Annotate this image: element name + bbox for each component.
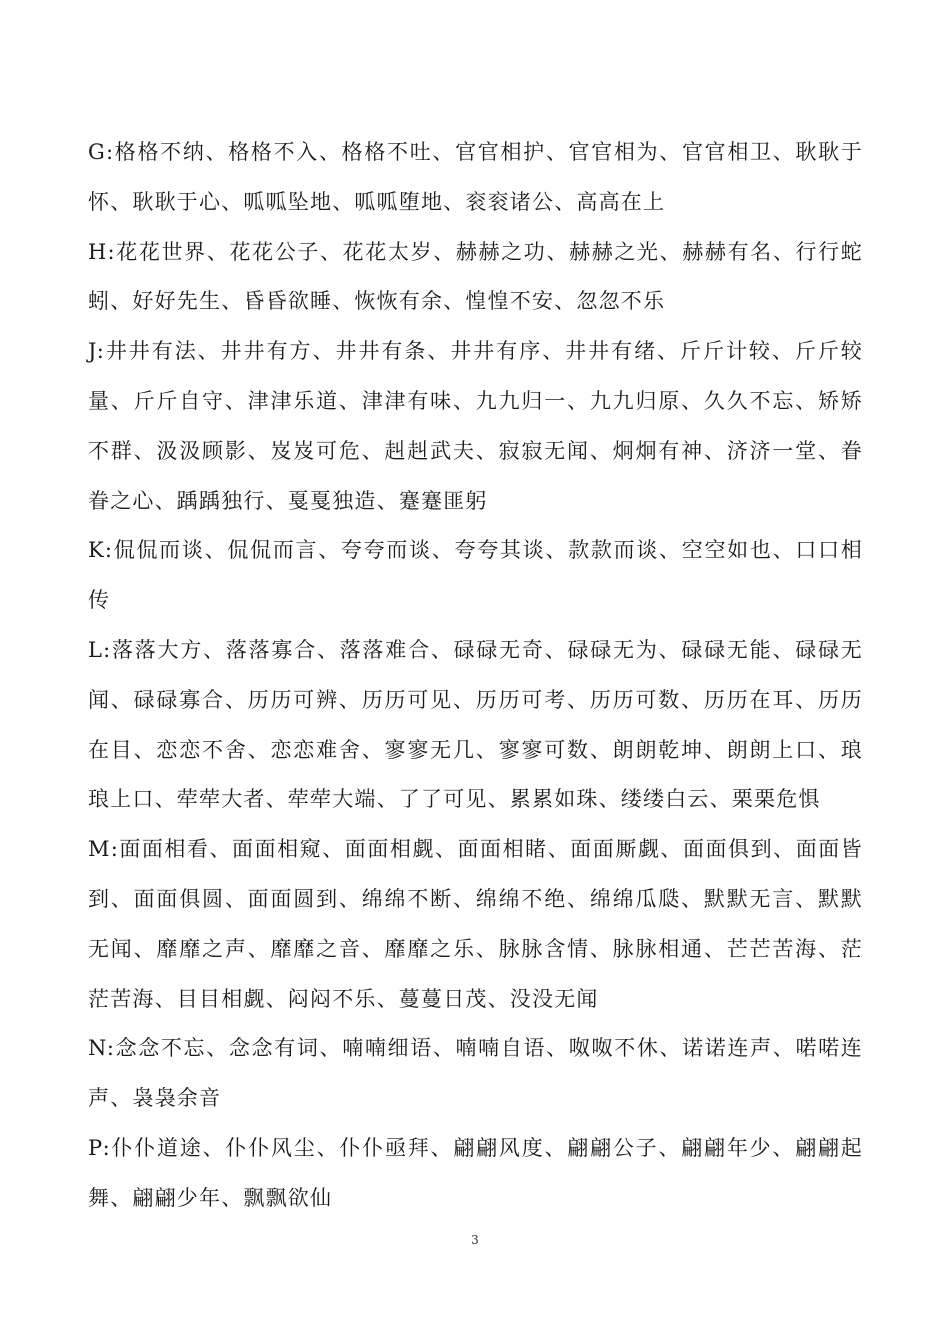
- idiom-list: [88, 128, 863, 1224]
- entry-text: 落落大方、落落寡合、落落难合、碌碌无奇、碌碌无为、碌碌无能、碌碌无闻、碌碌寡合、历历可辨、历历可见、历历可考、历历可数、历历在耳、历历在目、恋恋不舍、恋恋难舍、寥寥无几、寥寥可数、朗朗乾坤、朗朗上口、琅琅上口、荦荦大者、荦荦大端、了了可见、累累如珠、缕缕白云、栗栗危惧: [88, 637, 863, 812]
- entry-h: [88, 228, 863, 328]
- entry-text: 侃侃而谈、侃侃而言、夸夸而谈、夸夸其谈、款款而谈、空空如也、口口相传: [88, 538, 863, 613]
- entry-text: 格格不纳、格格不入、格格不吐、官官相护、官官相为、官官相卫、耿耿于怀、耿耿于心、呱呱坠地、呱呱堕地、衮衮诸公、高高在上: [88, 140, 863, 214]
- entry-text: 仆仆道途、仆仆风尘、仆仆亟拜、翩翩风度、翩翩公子、翩翩年少、翩翩起舞、翩翩少年、飘飘欲仙: [88, 1135, 863, 1210]
- entry-text: 井井有法、井井有方、井井有条、井井有序、井井有绪、斤斤计较、斤斤较量、斤斤自守、津津乐道、津津有味、九九归一、九九归原、久久不忘、矫矫不群、汲汲顾影、岌岌可危、赳赳武夫、寂寂无闻、炯炯有神、济济一堂、眷眷之心、踽踽独行、戛戛独造、蹇蹇匪躬: [88, 339, 863, 513]
- entry-text: 念念不忘、念念有词、喃喃细语、喃喃自语、呶呶不休、诺诺连声、喏喏连声、袅袅余音: [88, 1036, 863, 1111]
- page-number: 3: [471, 1233, 479, 1247]
- entry-letter: K:: [88, 538, 114, 563]
- entry-text: 花花世界、花花公子、花花太岁、赫赫之功、赫赫之光、赫赫有名、行行蛇蚓、好好先生、昏昏欲睡、恢恢有余、惶惶不安、忽忽不乐: [88, 239, 863, 314]
- entry-l: [88, 626, 863, 825]
- entry-m: [88, 825, 863, 1024]
- entry-letter: N:: [88, 1036, 116, 1061]
- entry-letter: H:: [88, 239, 116, 264]
- entry-letter: J:: [88, 339, 106, 364]
- entry-n: [88, 1024, 863, 1124]
- entry-g: [88, 128, 863, 228]
- entry-letter: P:: [88, 1135, 111, 1160]
- entry-letter: M:: [88, 837, 119, 862]
- entry-letter: G:: [88, 140, 115, 164]
- entry-j: [88, 327, 863, 526]
- entry-k: [88, 526, 863, 626]
- entry-text: 面面相看、面面相窥、面面相觑、面面相睹、面面厮觑、面面俱到、面面皆到、面面俱圆、面面圆到、绵绵不断、绵绵不绝、绵绵瓜瓞、默默无言、默默无闻、靡靡之声、靡靡之音、靡靡之乐、脉脉含情、脉脉相通、芒芒苦海、茫茫苦海、目目相觑、闷闷不乐、蔓蔓日茂、没没无闻: [88, 837, 863, 1011]
- entry-p: [88, 1124, 863, 1224]
- entry-letter: L:: [88, 637, 112, 662]
